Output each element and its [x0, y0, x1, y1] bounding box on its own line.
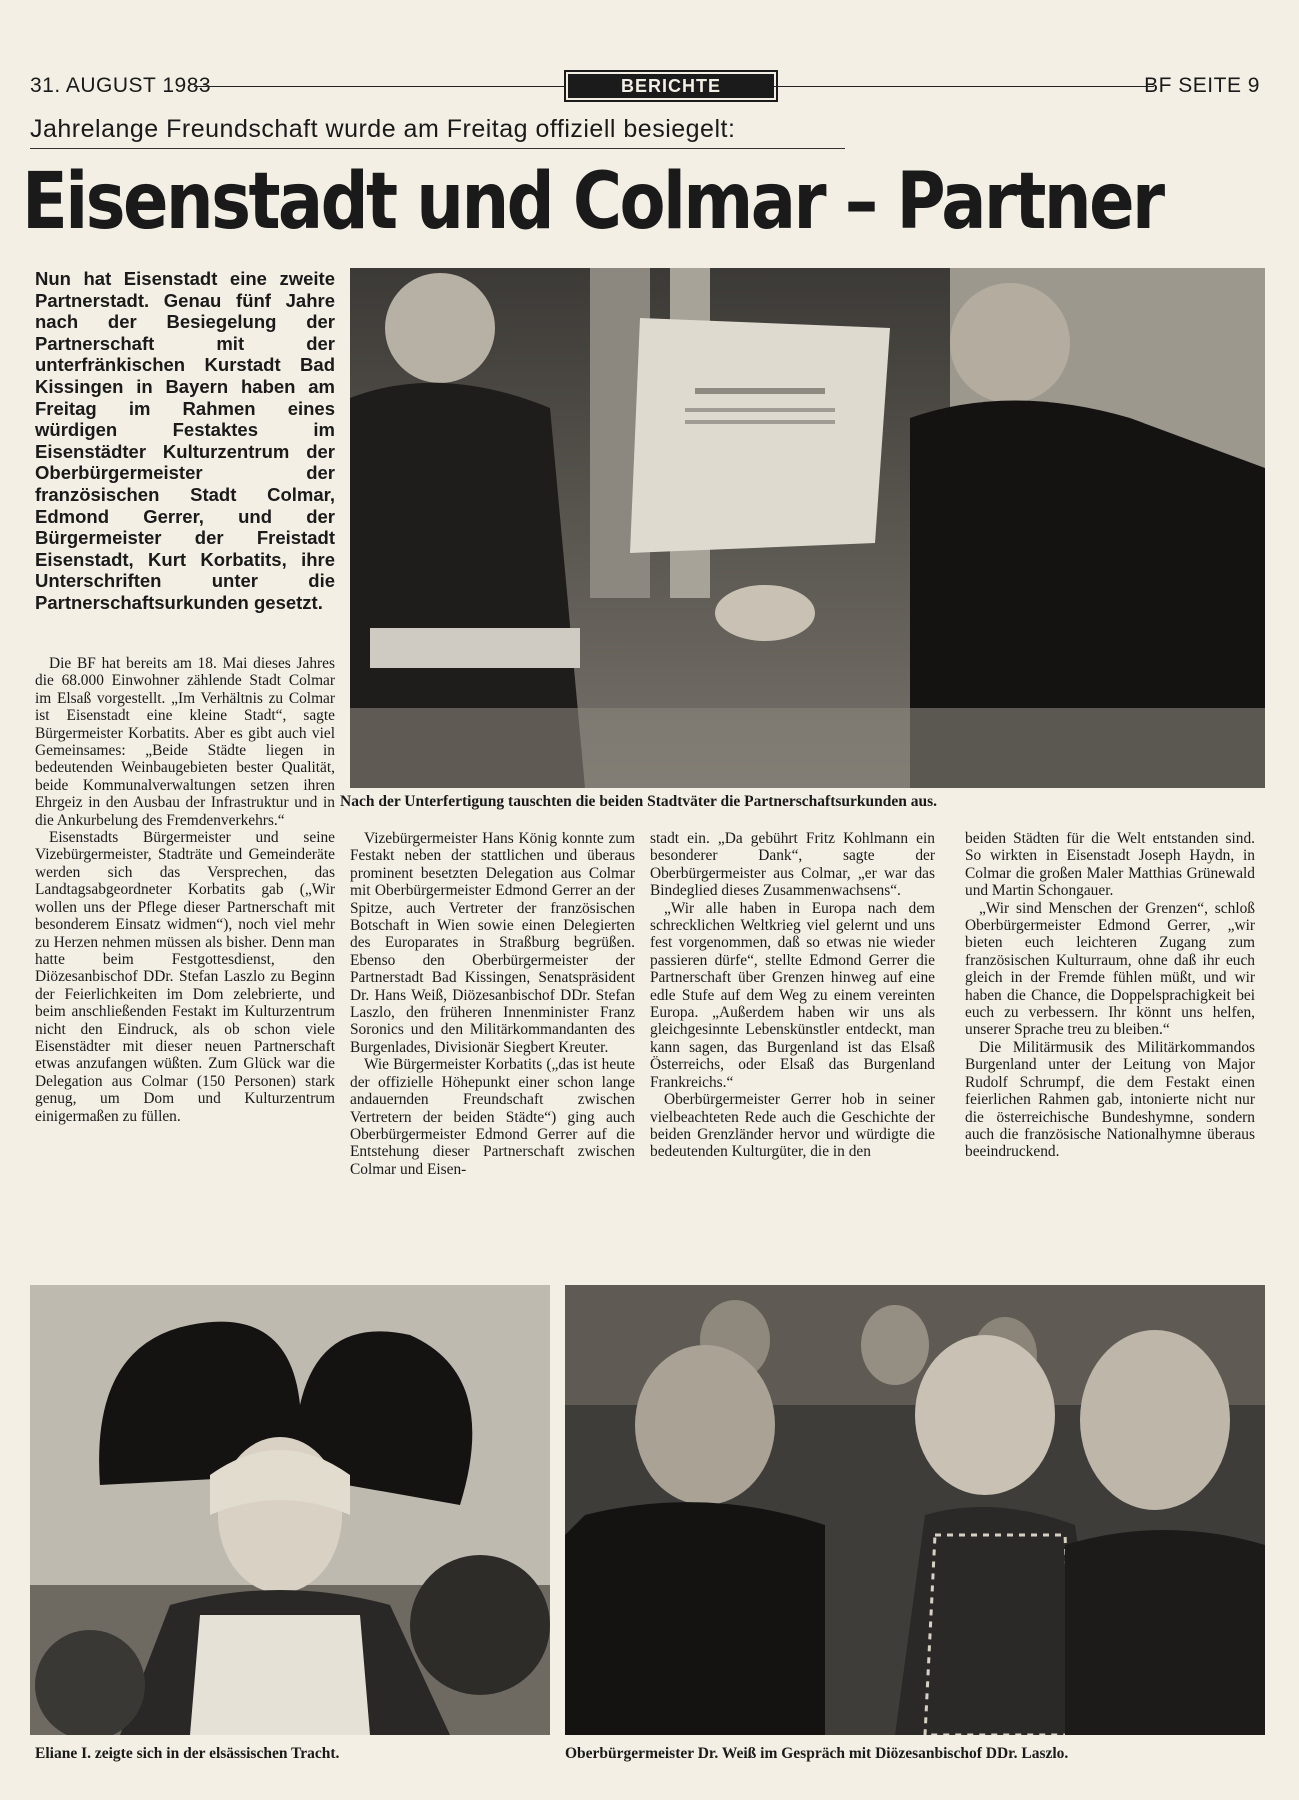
photo-conversation-image — [565, 1285, 1265, 1735]
photo-alsatian-costume — [30, 1285, 550, 1735]
paragraph: Die BF hat bereits am 18. Mai dieses Jahres die 68.000 Einwohner zählende Stadt Colmar im Elsaß vorgestellt. „Im Verhältnis zu Colmar ist Eisenstadt eine kleine Stadt“, sagte Bürgermeister Korbatits. Aber es gibt auch viel Gemeinsames: „Beide Städte liegen in bedeutenden Weinbaugebieten bester Qualität, beide Kommunalverwaltungen setzen ihren Ehrgeiz in den Ausbau der Infrastruktur und in die Ankurbelung des Fremdenverkehrs.“ — [35, 655, 335, 829]
paragraph: „Wir sind Menschen der Grenzen“, schloß Oberbürgermeister Edmond Gerrer, „wir bieten euch leichteren Zugang zum französischen Kulturraum, ohne daß ihr euch gleich in der Fremde fühlen müßt, und wir haben die Chance, die Doppelsprachigkeit bei euch zu verbessern. Ihr könnt uns helfen, unserer Sprache treu zu bleiben.“ — [965, 899, 1255, 1039]
kicker-underline — [30, 148, 845, 149]
photo-alsatian-costume-image — [30, 1285, 550, 1735]
paragraph: Oberbürgermeister Gerrer hob in seiner vielbeachteten Rede auch die Geschichte der beiden Grenzländer hervor und würdigte die bedeutenden Kulturgüter, die in den — [650, 1091, 935, 1161]
paragraph: „Wir alle haben in Europa nach dem schrecklichen Weltkrieg viel gelernt und uns fest vorgenommen, daß so etwas nie wieder passieren dürfe“, stellte Edmond Gerrer die Partnerschaft über Grenzen hinweg auf eine edle Stufe auf dem Weg zu einem vereinten Europa. „Außerdem haben wir uns als gleichgesinnte Lebenskünstler entdeckt, man kann sagen, das Burgenland ist das Elsaß Österreichs, oder Elsaß das Burgenland Frankreichs.“ — [650, 899, 935, 1091]
header-rule-left — [194, 86, 564, 87]
article-column-2 — [350, 830, 635, 1178]
paragraph: Die Militärmusik des Militärkommandos Burgenland unter der Leitung von Major Rudolf Schrumpf, die dem Festakt einen feierlichen Rahmen gab, intonierte nicht nur die österreichische Bundeshymne, sondern auch die französische Nationalhymne überaus beeindruckend. — [965, 1038, 1255, 1161]
header-rule-right — [774, 86, 1154, 87]
page-header — [30, 70, 1260, 100]
paragraph: Wie Bürgermeister Korbatits („das ist heute der offizielle Höhepunkt einer schon lange andauernden Freundschaft zwischen Vertretern der beiden Städte“) ging auch Oberbürgermeister Edmond Gerrer auf die Entstehung dieser Partnerschaft zwischen Colmar und Eisen- — [350, 1056, 635, 1178]
paragraph: Eisenstadts Bürgermeister und seine Vizebürgermeister, Stadträte und Gemeinderäte werden sich das Versprechen, das Landtagsabgeordneter Korbatits gab („Wir wollen uns der Pflege dieser Partnerschaft mit besonderem Einsatz widmen“), noch viel mehr zu Herzen nehmen müssen als bisher. Denn man hatte beim Festgottesdienst, den Diözesanbischof DDr. Stefan Laszlo zu Beginn der Feierlichkeiten im Dom zelebrierte, und beim anschließenden Festakt im Kulturzentrum nicht den Eindruck, als ob schon viele Eisenstädter mit dieser neuen Partnerschaft etwas anzufangen wüßten. Zum Glück war die Delegation aus Colmar (150 Personen) stark genug, um Dom und Kulturzentrum einigermaßen zu füllen. — [35, 829, 335, 1125]
headline: Eisenstadt und Colmar – Partner — [22, 157, 1163, 247]
photo-handshake — [350, 268, 1265, 788]
section-badge — [564, 70, 778, 102]
lead-paragraph: Nun hat Eisenstadt eine zweite Partnerstadt. Genau fünf Jahre nach der Besiegelung der Partnerschaft mit der unterfränkischen Kurstadt Bad Kissingen in Bayern haben am Freitag im Rahmen eines würdigen Festaktes im Eisenstädter Kulturzentrum der Oberbürgermeister der französischen Stadt Colmar, Edmond Gerrer, und der Bürgermeister der Freistadt Eisenstadt, Kurt Korbatits, ihre Unterschriften unter die Partnerschaftsurkunden gesetzt. — [35, 268, 335, 613]
article-column-4 — [965, 830, 1255, 1161]
section-label: BERICHTE — [620, 76, 721, 96]
photo-handshake-image — [350, 268, 1265, 788]
paragraph: stadt ein. „Da gebührt Fritz Kohlmann ein besonderer Dank“, sagte der Oberbürgermeister aus Colmar, „er war das Bindeglied dieses Zusammenwachsens“. — [650, 830, 935, 900]
caption-photo-alsatian-costume: Eliane I. zeigte sich in der elsässischen Tracht. — [35, 1745, 340, 1762]
page-number: BF SEITE 9 — [1144, 74, 1260, 97]
article-column-1 — [35, 655, 335, 1125]
caption-photo-handshake: Nach der Unterfertigung tauschten die beiden Stadtväter die Partnerschaftsurkunden aus. — [340, 793, 938, 810]
paragraph: beiden Städten für die Welt entstanden sind. So wirkten in Eisenstadt Joseph Haydn, in Colmar die großen Maler Matthias Grünewald und Martin Schongauer. — [965, 830, 1255, 900]
issue-date: 31. AUGUST 1983 — [30, 74, 212, 97]
article-column-3 — [650, 830, 935, 1161]
kicker: Jahrelange Freundschaft wurde am Freitag offiziell besiegelt: — [30, 115, 736, 143]
paragraph: Vizebürgermeister Hans König konnte zum Festakt neben der stattlichen und überaus prominent besetzten Delegation aus Colmar mit Oberbürgermeister Edmond Gerrer an der Spitze, auch Vertreter der französischen Botschaft in Wien sowie einen Delegierten des Europarates in Straßburg begrüßen. Ebenso den Oberbürgermeister der Partnerstadt Bad Kissingen, Senatspräsident Dr. Hans Weiß, Diözesanbischof DDr. Stefan Laszlo, den früheren Innenminister Franz Soronics und den Militärkommandanten des Burgenlades, Divisionär Siegbert Kreuter. — [350, 830, 635, 1056]
photo-conversation — [565, 1285, 1265, 1735]
caption-photo-conversation: Oberbürgermeister Dr. Weiß im Gespräch mit Diözesanbischof DDr. Laszlo. — [565, 1745, 1069, 1762]
